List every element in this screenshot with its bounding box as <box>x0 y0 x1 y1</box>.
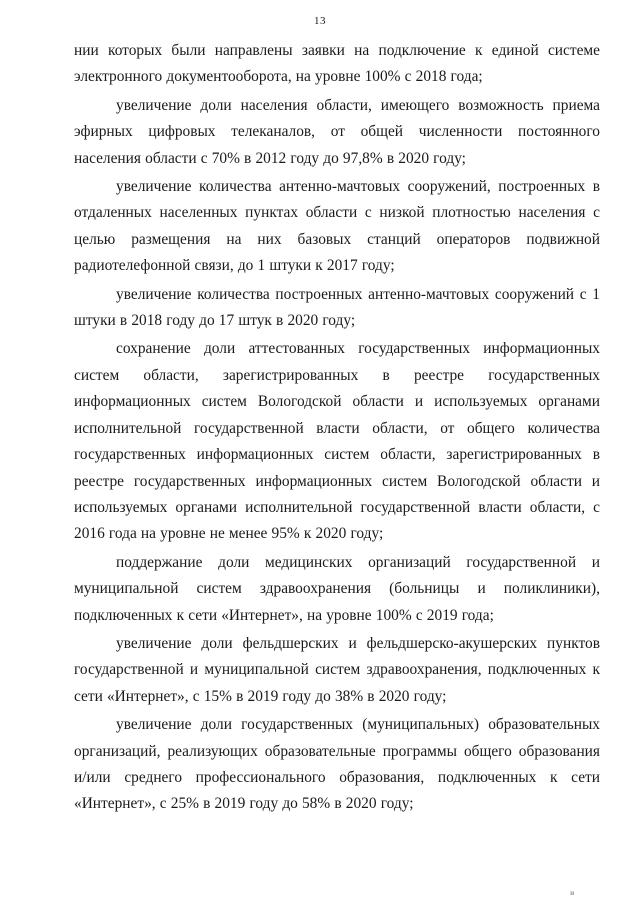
paragraph-feldsher-points-internet: увеличение доли фельдшерских и фельдшерско-акушерских пунктов государственной и муниципальной систем здравоохранения, подключенных к сети «Интернет», с 15% в 2019 году до 38% в 2020 году; <box>74 634 600 705</box>
paragraph-medical-organizations-internet: поддержание доли медицинских организаций государственной и муниципальной систем здравоохранения (больницы и поликлиники), подключенных к сети «Интернет», на уровне 100% с 2019 года; <box>74 553 600 624</box>
paragraph-certified-info-systems: сохранение доли аттестованных государственных информационных систем области, зарегистрированных в реестре государственных информационных систем Вологодской области и используемых органами исполнительной государственной власти области, от общего количества государственных информационных систем области, зарегистрированных в реестре государственных информационных систем Вологодской области и используемых органами исполнительной государственной власти области, с 2016 года на уровне не менее 95% к 2020 году; <box>74 340 600 543</box>
page-number: 13 <box>314 15 326 27</box>
paragraph-digital-tv-coverage: увеличение доли населения области, имеющего возможность приема эфирных цифровых телеканалов, от общей численности постоянного населения области с 70% в 2012 году до 97,8% в 2020 году; <box>74 96 600 167</box>
document-body <box>74 38 600 818</box>
paragraph-antenna-structures-2020: увеличение количества построенных антенно-мачтовых сооружений с 1 штуки в 2018 году до 17 штук в 2020 году; <box>74 285 600 330</box>
paragraph-continuation: нии которых были направлены заявки на подключение к единой системе электронного документооборота, на уровне 100% с 2018 года; <box>74 42 600 86</box>
paragraph-antenna-structures-2017: увеличение количества антенно-мачтовых сооружений, построенных в отдаленных населенных пунктах области с низкой плотностью населения с целью размещения на них базовых станций операторов подвижной радиотелефонной связи, до 1 штуки к 2017 году; <box>74 178 600 275</box>
corner-mark: и <box>570 889 574 897</box>
paragraph-educational-organizations-internet: увеличение доли государственных (муниципальных) образовательных организаций, реализующих образовательные программы общего образования и/или среднего профессионального образования, подключенных к сети «Интернет», с 25% в 2019 году до 58% в 2020 году; <box>74 716 600 813</box>
